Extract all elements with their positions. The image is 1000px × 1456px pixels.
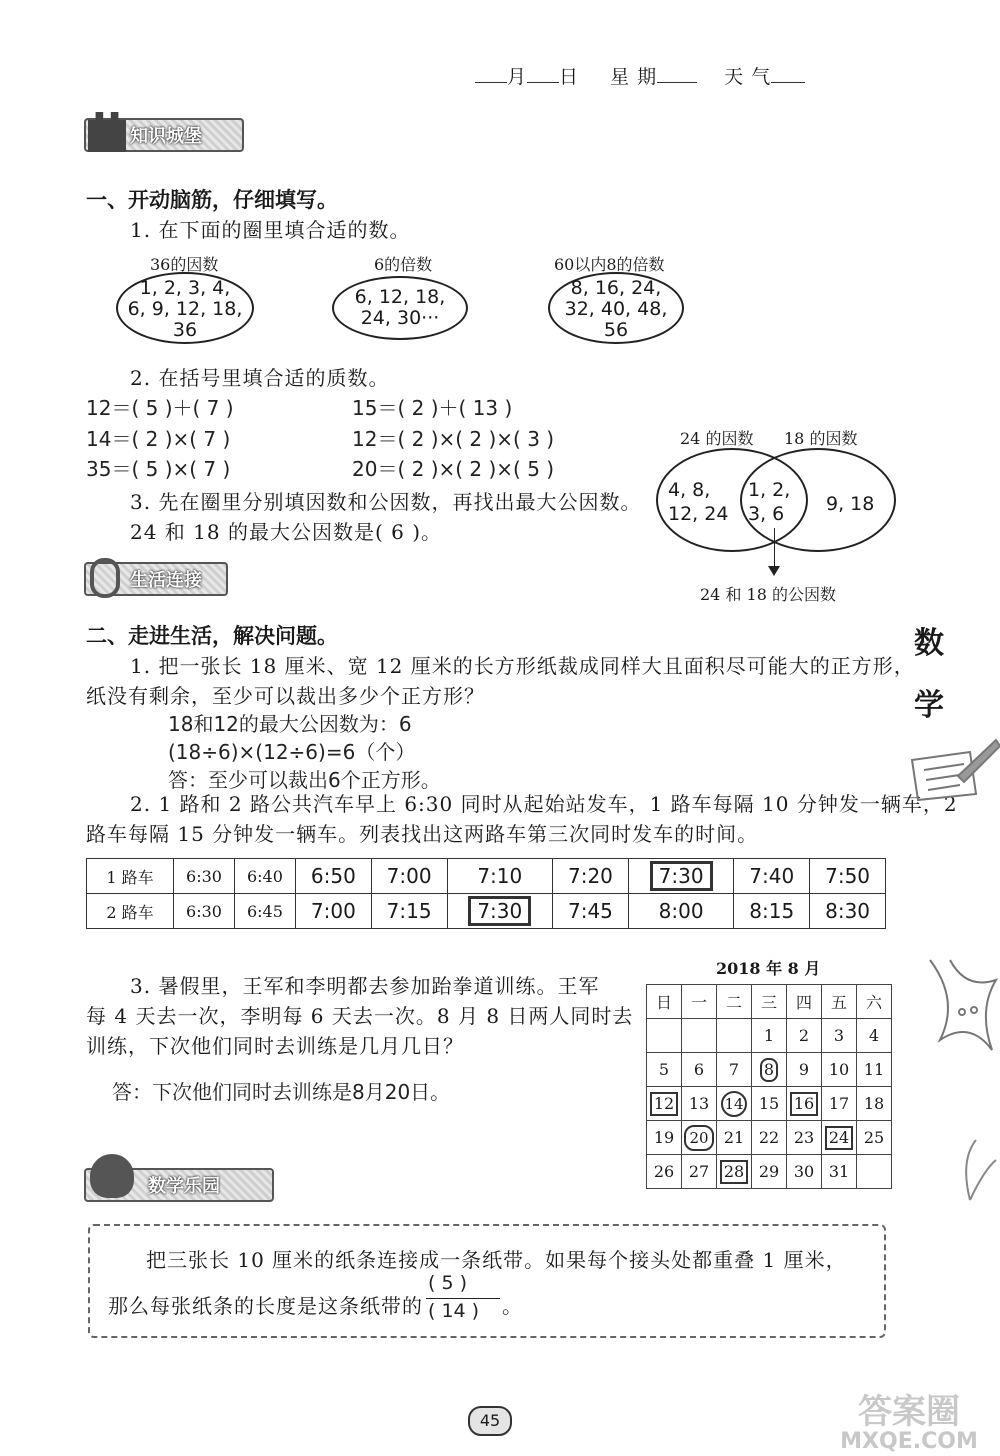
bus-schedule-table — [86, 858, 886, 929]
bus-cell: 7:15 — [371, 894, 447, 929]
day-cell: 1 — [752, 1019, 787, 1053]
oval-multiples-6 — [332, 276, 468, 340]
page-number: 45 — [468, 1406, 512, 1436]
p3-line2: 每 4 天去一次，李明每 6 天去一次。8 月 8 日两人同时去 — [86, 1004, 634, 1028]
day-cell: 3 — [822, 1019, 857, 1053]
watermark-bottom: MXQE.COM — [840, 1429, 978, 1454]
day-cell: 5 — [647, 1053, 682, 1087]
puzzle-line2-pre: 那么每张纸条的长度是这条纸带的 — [108, 1294, 423, 1318]
sprout-doodle-icon — [966, 1140, 996, 1200]
watermark — [826, 1394, 992, 1454]
bus-cell: 7:20 — [553, 859, 629, 894]
fraction-numerator: ( 5 ) — [428, 1272, 467, 1294]
weather-label: 天 气 — [724, 66, 772, 88]
bus-cell: 6:45 — [234, 894, 295, 929]
day-cell: 10 — [822, 1053, 857, 1087]
day-cell: 31 — [822, 1155, 857, 1189]
weekday-cell: 六 — [857, 985, 892, 1019]
day-cell — [857, 1155, 892, 1189]
bus-cell: 7:00 — [371, 859, 447, 894]
day-cell: 7 — [717, 1053, 752, 1087]
fraction-denominator: ( 14 ) — [428, 1300, 480, 1322]
weekday-cell: 五 — [822, 985, 857, 1019]
equation-3: 14＝( 2 )×( 7 ) — [86, 427, 231, 451]
bus-cell-marked — [628, 859, 734, 894]
puzzle-box — [88, 1224, 886, 1338]
day-cell: 15 — [752, 1087, 787, 1121]
section1-title: 一、开动脑筋，仔细填写。 — [86, 188, 338, 212]
day-cell: 4 — [857, 1019, 892, 1053]
venn-bottom-label: 24 和 18 的公因数 — [700, 585, 836, 604]
star-doodle-icon — [930, 960, 996, 1050]
venn-left-content: 4, 8, 12, 24 — [668, 479, 729, 525]
knowledge-castle-badge — [84, 118, 244, 152]
q3-answer: 24 和 18 的最大公因数是( 6 )。 — [130, 520, 443, 544]
box-mark: 24 — [825, 1126, 853, 1150]
day-cell: 2 — [787, 1019, 822, 1053]
p3-line1: 3. 暑假里，王军和李明都去参加跆拳道训练。王军 — [130, 974, 600, 998]
day-cell: 11 — [857, 1053, 892, 1087]
badge-text: 数学乐园 — [148, 1176, 220, 1197]
table-row — [647, 1121, 892, 1155]
bus-cell: 7:00 — [295, 894, 371, 929]
puzzle-line2-post: 。 — [502, 1294, 523, 1318]
table-row — [647, 1053, 892, 1087]
equation-6: 20＝( 2 )×( 2 )×( 5 ) — [352, 457, 555, 481]
castle-icon — [88, 112, 126, 152]
circle-mark: 14 — [721, 1091, 747, 1117]
life-connection-badge — [84, 562, 228, 596]
section2-title: 二、走进生活，解决问题。 — [86, 624, 338, 648]
weekday-cell: 二 — [717, 985, 752, 1019]
day-cell-marked — [717, 1155, 752, 1189]
math-park-badge — [84, 1168, 274, 1202]
day-cell: 29 — [752, 1155, 787, 1189]
p1-line1: 1. 把一张长 18 厘米、宽 12 厘米的长方形纸裁成同样大且面积尽可能大的正方形， — [130, 654, 915, 678]
marked-time: 7:30 — [650, 861, 713, 891]
p1-answer-1: 18和12的最大公因数为：6 — [168, 712, 412, 736]
weekday-label: 星 期 — [610, 66, 658, 88]
chain-link-icon — [90, 558, 120, 598]
equation-4: 12＝( 2 )×( 2 )×( 3 ) — [352, 427, 555, 451]
p1-line2: 纸没有剩余，至少可以裁出多少个正方形？ — [86, 684, 485, 708]
day-cell-marked — [647, 1087, 682, 1121]
day-cell: 25 — [857, 1121, 892, 1155]
bus-cell: 6:40 — [234, 859, 295, 894]
calendar-title: 2018 年 8 月 — [716, 959, 821, 978]
oval-multiples-8 — [548, 272, 684, 344]
bus-cell-marked — [447, 894, 553, 929]
equation-2: 15＝( 2 )＋( 13 ) — [352, 396, 513, 420]
table-row — [647, 1087, 892, 1121]
oval2-content: 6, 12, 18, 24, 30··· — [354, 286, 446, 329]
day-cell-marked — [822, 1121, 857, 1155]
bus-cell: 8:15 — [734, 894, 810, 929]
bus-cell: 6:30 — [174, 859, 235, 894]
watermark-top: 答案圈 — [858, 1392, 960, 1432]
day-cell: 26 — [647, 1155, 682, 1189]
weekday-cell: 三 — [752, 985, 787, 1019]
oval3-label: 60以内8的倍数 — [554, 255, 665, 274]
bus-cell: 6:50 — [295, 859, 371, 894]
box-mark: 28 — [720, 1160, 748, 1184]
date-weather-header — [475, 62, 805, 89]
oval3-content: 8, 16, 24, 32, 40, 48, 56 — [564, 277, 668, 341]
weekday-cell: 一 — [682, 985, 717, 1019]
day-cell-marked — [787, 1087, 822, 1121]
venn-left-label: 24 的因数 — [680, 429, 754, 448]
oval1-content: 1, 2, 3, 4, 6, 9, 12, 18, 36 — [127, 277, 243, 341]
bus-cell: 7:45 — [553, 894, 629, 929]
p2-line2: 路车每隔 15 分钟发一辆车。列表找出这两路车第三次同时发车的时间。 — [86, 822, 759, 846]
marked-time: 7:30 — [468, 896, 531, 926]
day-cell: 27 — [682, 1155, 717, 1189]
day-cell: 18 — [857, 1087, 892, 1121]
box-mark: 16 — [790, 1092, 818, 1116]
p1-answer-2: (18÷6)×(12÷6)=6（个） — [168, 740, 416, 764]
oval1-label: 36的因数 — [150, 255, 219, 274]
day-cell — [682, 1019, 717, 1053]
day-cell — [647, 1019, 682, 1053]
bus-cell: 8:30 — [810, 894, 886, 929]
table-row — [87, 859, 886, 894]
bus-cell: 7:10 — [447, 859, 553, 894]
day-cell: 9 — [787, 1053, 822, 1087]
table-row — [647, 985, 892, 1019]
bus-cell: 7:40 — [734, 859, 810, 894]
p2-line1: 2. 1 路和 2 路公共汽车早上 6:30 同时从起始站发车，1 路车每隔 10 分钟发一辆车，2 — [130, 792, 958, 816]
cartoon-bear-icon — [90, 1154, 134, 1198]
day-cell: 13 — [682, 1087, 717, 1121]
q2-text: 2. 在括号里填合适的质数。 — [130, 366, 390, 390]
oval2-label: 6的倍数 — [374, 255, 433, 274]
box-mark: 12 — [650, 1092, 678, 1116]
month-label: 月 — [507, 66, 528, 88]
badge-text: 知识城堡 — [130, 126, 202, 147]
table-row — [87, 894, 886, 929]
day-cell-marked — [717, 1087, 752, 1121]
day-cell: 19 — [647, 1121, 682, 1155]
p1-answer-3: 答：至少可以裁出6个正方形。 — [168, 768, 441, 792]
bus-cell: 7:50 — [810, 859, 886, 894]
day-cell: 30 — [787, 1155, 822, 1189]
arrow-down-icon — [768, 566, 780, 576]
both-mark: 8 — [760, 1058, 778, 1082]
day-cell: 21 — [717, 1121, 752, 1155]
day-cell: 23 — [787, 1121, 822, 1155]
table-row — [647, 1155, 892, 1189]
venn-arrow-line — [774, 528, 775, 568]
side-label-shu: 数 — [914, 626, 944, 661]
venn-mid-content: 1, 2, 3, 6 — [748, 479, 791, 525]
venn-right-label: 18 的因数 — [784, 429, 858, 448]
day-cell: 22 — [752, 1121, 787, 1155]
oval-factors-36 — [116, 272, 254, 344]
pencil-paper-icon — [912, 740, 1000, 800]
bus-cell: 8:00 — [628, 894, 734, 929]
day-label: 日 — [559, 66, 580, 88]
day-cell: 17 — [822, 1087, 857, 1121]
puzzle-line1: 把三张长 10 厘米的纸条连接成一条纸带。如果每个接头处都重叠 1 厘米， — [146, 1248, 847, 1272]
weekday-cell: 四 — [787, 985, 822, 1019]
side-label-xue: 学 — [914, 688, 944, 723]
equation-5: 35＝( 5 )×( 7 ) — [86, 457, 231, 481]
q1-text: 1. 在下面的圈里填合适的数。 — [130, 218, 411, 242]
p3-line3: 训练，下次他们同时去训练是几月几日？ — [86, 1034, 464, 1058]
weekday-cell: 日 — [647, 985, 682, 1019]
badge-text: 生活连接 — [130, 570, 202, 591]
fraction-bar — [426, 1298, 500, 1299]
day-cell — [717, 1019, 752, 1053]
both-mark: 20 — [684, 1125, 714, 1151]
p3-answer: 答：下次他们同时去训练是8月20日。 — [112, 1080, 451, 1104]
day-cell-marked — [682, 1121, 717, 1155]
calendar-table — [646, 984, 892, 1189]
bus2-label: 2 路车 — [87, 894, 174, 929]
day-cell-marked — [752, 1053, 787, 1087]
margin-doodles — [900, 660, 1000, 1220]
venn-right-content: 9, 18 — [826, 493, 875, 515]
bus-cell: 6:30 — [174, 894, 235, 929]
day-cell: 6 — [682, 1053, 717, 1087]
table-row — [647, 1019, 892, 1053]
bus1-label: 1 路车 — [87, 859, 174, 894]
q3-text: 3. 先在圈里分别填因数和公因数，再找出最大公因数。 — [130, 490, 642, 514]
equation-1: 12＝( 5 )＋( 7 ) — [86, 396, 234, 420]
